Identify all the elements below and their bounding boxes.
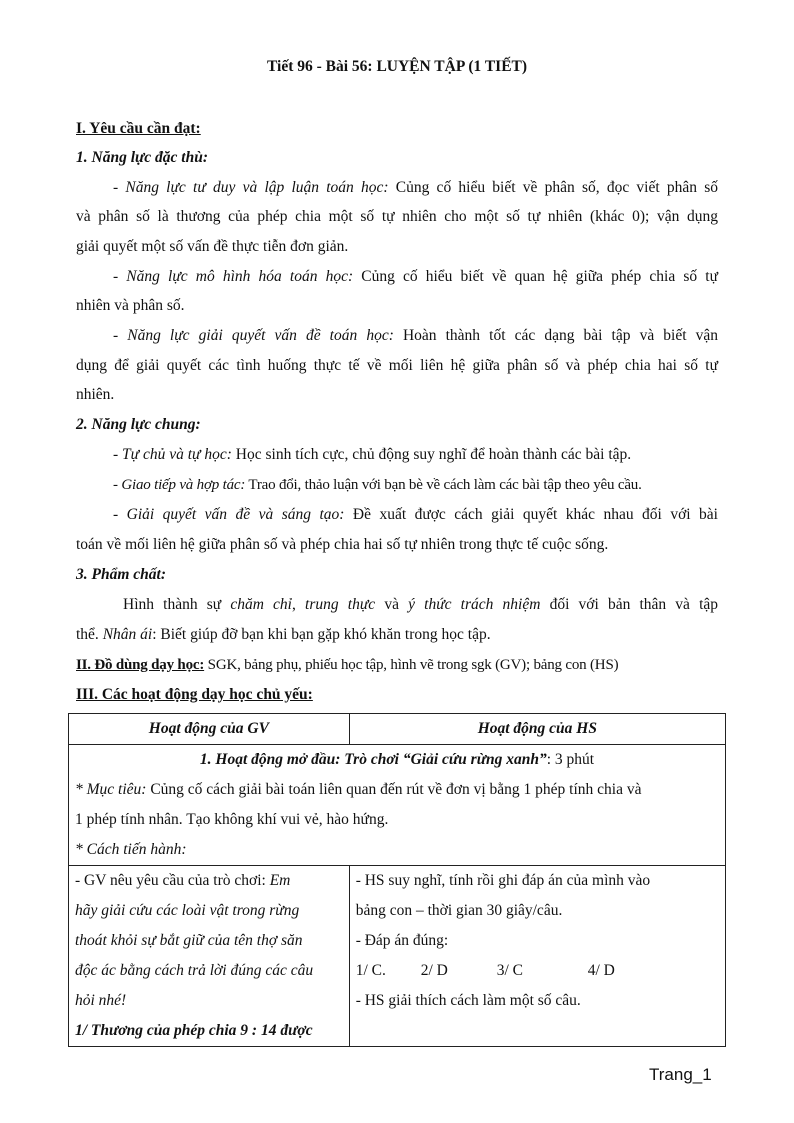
answer-1: 1/ C.: [355, 962, 386, 979]
paragraph-cooperation: - Giao tiếp và hợp tác: Trao đổi, thảo luận với bạn bè về cách làm các bài tập theo yêu cầu.: [113, 477, 642, 493]
lesson-title: Tiết 96 - Bài 56: LUYỆN TẬP (1 TIẾT): [266, 58, 528, 75]
gv-question-1: 1/ Thương của phép chia 9 : 14 được: [75, 1022, 313, 1039]
gv-line: - GV nêu yêu cầu của trò chơi: Em: [75, 872, 291, 889]
gv-line: hỏi nhé!: [75, 992, 127, 1009]
header-hs: Hoạt động của HS: [349, 714, 725, 745]
paragraph-competency-reasoning: - Năng lực tư duy và lập luận toán học: Củng cố hiểu biết về phân số, đọc viết phân số: [113, 179, 718, 196]
paragraph-line: giải quyết một số vấn đề thực tiễn đơn giản.: [76, 238, 349, 255]
section-1-heading: I. Yêu cầu cần đạt:: [76, 120, 201, 137]
paragraph-line: và phân số là thương của phép chia một số tự nhiên cho một số tự nhiên (khác 0); vận dụng: [76, 208, 718, 225]
page-number: Trang_1: [649, 1065, 712, 1084]
paragraph-competency-modeling: - Năng lực mô hình hóa toán học: Củng cố hiểu biết về quan hệ giữa phép chia số tự: [113, 268, 718, 285]
activity-1-goal: * Mục tiêu: Củng cố cách giải bài toán liên quan đến rút về đơn vị bằng 1 phép tính chia và: [75, 781, 642, 798]
paragraph-line: nhiên và phân số.: [76, 297, 185, 314]
section-1-2-heading: 2. Năng lực chung:: [76, 416, 201, 433]
paragraph-competency-problem-solving: - Năng lực giải quyết vấn đề toán học: Hoàn thành tốt các dạng bài tập và biết vận: [113, 327, 718, 344]
answer-2: 2/ D: [420, 962, 448, 979]
activity-1-method: * Cách tiến hành:: [75, 841, 187, 858]
section-1-1-heading: 1. Năng lực đặc thù:: [76, 149, 208, 166]
paragraph-line: thể. Nhân ái: Biết giúp đỡ bạn khi bạn gặp khó khăn trong học tập.: [76, 626, 491, 643]
section-3-heading: III. Các hoạt động dạy học chủ yếu:: [76, 686, 313, 703]
activity-1-intro: [69, 745, 726, 866]
header-gv: Hoạt động của GV: [69, 714, 350, 745]
hs-answers: [356, 956, 719, 986]
section-1-3-heading: 3. Phẩm chất:: [76, 566, 166, 583]
activities-table: [68, 713, 726, 1047]
paragraph-line: nhiên.: [76, 386, 115, 403]
activity-1-title: 1. Hoạt động mở đầu: Trò chơi “Giải cứu rừng xanh”: 3 phút: [199, 751, 595, 768]
hs-line: - HS giải thích cách làm một số câu.: [355, 992, 581, 1009]
hs-line: bảng con – thời gian 30 giây/câu.: [355, 902, 563, 919]
section-2: II. Đồ dùng dạy học: SGK, bảng phụ, phiếu học tập, hình vẽ trong sgk (GV); bảng con (HS): [76, 657, 619, 673]
gv-line: độc ác bằng cách trả lời đúng các câu: [75, 962, 314, 979]
paragraph-line: dụng để giải quyết các tình huống thực tế về mối liên hệ giữa phân số và phép chia hai số tự: [76, 357, 718, 374]
paragraph-qualities: Hình thành sự chăm chỉ, trung thực và ý thức trách nhiệm đối với bản thân và tập: [123, 596, 719, 613]
paragraph-self-study: - Tự chủ và tự học: Học sinh tích cực, chủ động suy nghĩ để hoàn thành các bài tập.: [113, 446, 632, 463]
gv-cell: [69, 866, 350, 1047]
hs-line: - HS suy nghĩ, tính rồi ghi đáp án của mình vào: [355, 872, 651, 889]
gv-line: thoát khỏi sự bắt giữ của tên thợ săn: [75, 932, 303, 949]
paragraph-line: toán về mối liên hệ giữa phân số và phép chia hai số tự nhiên trong thực tế cuộc sống.: [76, 536, 609, 553]
answer-4: 4/ D: [587, 962, 615, 979]
gv-line: hãy giải cứu các loài vật trong rừng: [75, 902, 300, 919]
paragraph-creativity: - Giải quyết vấn đề và sáng tạo: Đề xuất được cách giải quyết khác nhau đối với bài: [113, 506, 718, 523]
answer-3: 3/ C: [496, 962, 523, 979]
activity-1-goal-line2: 1 phép tính nhân. Tạo không khí vui vẻ, hào hứng.: [75, 811, 389, 828]
hs-cell: [349, 866, 725, 1047]
hs-line: - Đáp án đúng:: [355, 932, 449, 949]
